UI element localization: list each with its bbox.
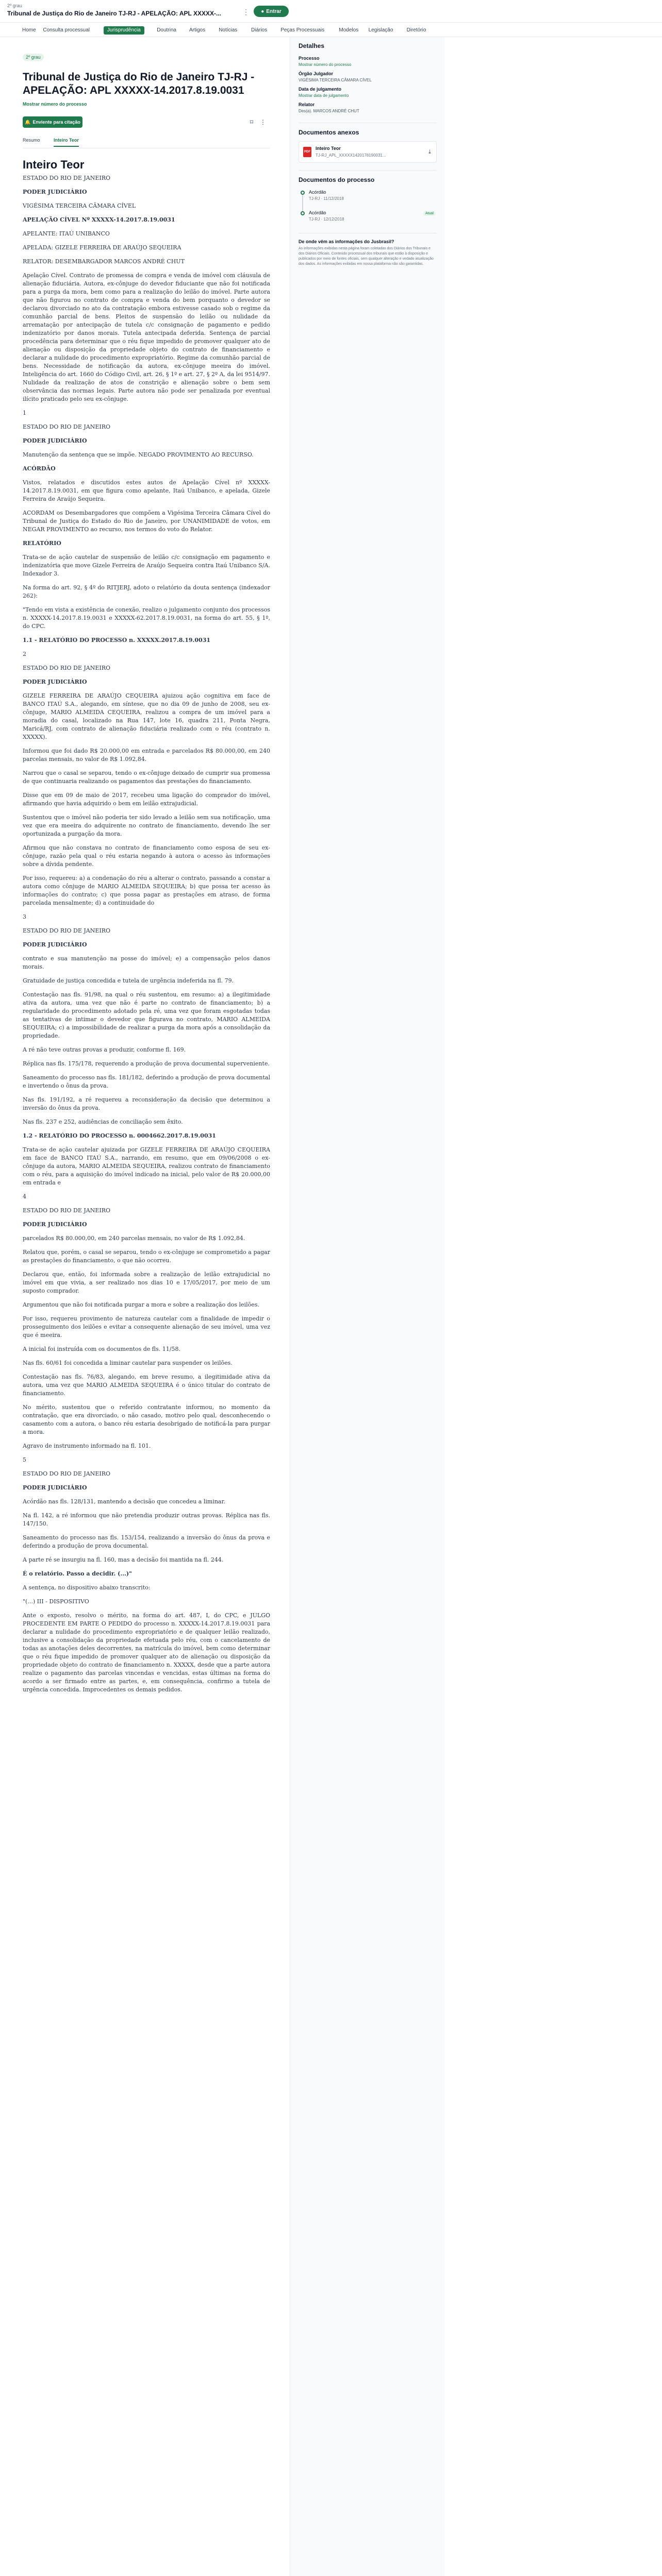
document-paragraph: Gratuidade de justiça concedida e tutela de urgência indeferida na fl. 79.	[23, 977, 234, 984]
page-top-title: Tribunal de Justiça do Rio de Janeiro TJ-RJ - APELAÇÃO: APL XXXXX-...	[7, 10, 221, 17]
timeline-dot	[301, 191, 305, 195]
document-paragraph: APELAÇÃO CÍVEL Nº XXXXX-14.2017.8.19.0031	[23, 216, 175, 223]
document-paragraph: VIGÉSIMA TERCEIRA CÂMARA CÍVEL	[23, 202, 136, 209]
attachment-name: Inteiro Teor	[316, 146, 341, 151]
document-paragraph: Por isso, requereu: a) a condenação do réu a alterar o contrato, passando a constar a autora como cônjuge de MARIO ALMEIDA SEQUEIRA; b) que possa ter acesso às informações do contrato; c) que possa pagar as prestações em atraso, de forma parcelada mensalmente; d) a continuidade do	[23, 875, 270, 906]
more-icon[interactable]: ⋮	[260, 118, 266, 126]
show-process-link[interactable]: Mostrar número do processo	[299, 62, 352, 67]
document-paragraph: ESTADO DO RIO DE JANEIRO	[23, 1207, 111, 1214]
document-paragraph: 1	[23, 410, 26, 416]
document-paragraph: A sentença, no dispositivo abaixo transcrito:	[23, 1584, 151, 1591]
document-paragraph: "(...) III - DISPOSITIVO	[23, 1598, 89, 1605]
download-icon[interactable]: ⤓	[428, 149, 431, 155]
status-badge: 2º grau	[23, 54, 44, 61]
document-paragraph: A parte ré se insurgiu na fl. 160, mas a decisão foi mantida na fl. 244.	[23, 1556, 224, 1563]
document-paragraph: Vistos, relatados e discutidos estes autos de Apelação Cível nº XXXXX-14.2017.8.19.0031, em que figura como apelante, Itaú Unibanco, e apelada, Gizele Ferreira de Araújo Sequeira.	[23, 479, 270, 502]
document-paragraph: Informou que foi dado R$ 20.000,00 em entrada e parcelados R$ 80.000,00, em 240 parcelas mensais, no valor de R$ 1.092,84.	[23, 748, 270, 762]
document-paragraph: APELADA: GIZELE FERREIRA DE ARAÚJO SEQUEIRA	[23, 244, 181, 251]
document-paragraph: Ante o exposto, resolvo o mérito, na forma do art. 487, I, do CPC, e JULGO PROCEDENTE EM PARTE O PEDIDO do processo n. XXXXX-14.2017.8.19.0031 para declarar a nulidade do procedimento expropriatório e de qualquer leilão realizado, inclusive a consolidação da propriedade efetuada pelo réu, com o cancelamento de todas as anotações deles decorrentes, na matrícula do imóvel, bem como determinar que o réu fique impedido de promover qualquer ato de alienação ou disposição da propriedade objeto do contrato de financiamento n. XXXXX, desde que a parte autora realize o pagamento das parcelas vincendas e vencidas, estas últimas na forma do acordo a ser firmado entre as partes, e, em consequência, confirmo a tutela de urgência concedida. Improcedentes os demais pedidos.	[23, 1612, 270, 1693]
document-paragraph: parcelados R$ 80.000,00, em 240 parcelas mensais, no valor de R$ 1.092,84.	[23, 1235, 245, 1242]
login-label: Entrar	[266, 8, 282, 14]
document-paragraph: PODER JUDICIÁRIO	[23, 437, 87, 444]
attachment-card[interactable]	[299, 141, 437, 163]
help-heading: De onde vêm as informações do Jusbrasil?	[299, 239, 394, 244]
document-paragraph: ESTADO DO RIO DE JANEIRO	[23, 175, 111, 181]
document-paragraph: ESTADO DO RIO DE JANEIRO	[23, 1470, 111, 1477]
show-date-link[interactable]: Mostrar data de julgamento	[299, 93, 349, 98]
nav-item[interactable]: Notícias	[219, 27, 238, 33]
document-paragraph: Nas fls. 60/61 foi concedida a liminar cautelar para suspender os leilões.	[23, 1360, 233, 1366]
document-paragraph: RELATOR: DESEMBARGADOR MARCOS ANDRÉ CHUT	[23, 258, 185, 265]
document-paragraph: Réplica nas fls. 175/178, requerendo a produção de prova documental superveniente.	[23, 1060, 270, 1067]
user-icon: ●	[261, 8, 264, 14]
document-paragraph: Agravo de instrumento informado na fl. 101.	[23, 1443, 151, 1449]
document-paragraph: ACORDAM os Desembargadores que compõem a Vigésima Terceira Câmara Cível do Tribunal de Justiça do Estado do Rio de Janeiro, por UNANIMIDADE de votos, em NEGAR PROVIMENTO ao recurso, nos termos do voto do Relator.	[23, 510, 270, 533]
document-paragraph: APELANTE: ITAÚ UNIBANCO	[23, 230, 110, 237]
document-paragraph: Saneamento do processo nas fls. 181/182, deferindo a produção de prova documental e invertendo o ônus da prova.	[23, 1074, 270, 1089]
document-paragraph: 4	[23, 1193, 26, 1200]
document-paragraph: 3	[23, 913, 26, 920]
content-tabs	[23, 136, 270, 148]
page-title: Tribunal de Justiça do Rio de Janeiro TJ-RJ - APELAÇÃO: APL XXXXX-14.2017.8.19.0031	[23, 71, 255, 96]
citation-alert-label: Enviente para citação	[32, 120, 80, 125]
bookmark-icon[interactable]: ⌑	[250, 118, 254, 126]
document-paragraph: Trata-se de ação cautelar ajuizada por GIZELE FERREIRA DE ARAÚJO CEQUEIRA em face de BANCO ITAÚ S.A., narrando, em resumo, que em 09/06/2008 o ex-cônjuge da autora, MARIO ALMEIDA SEQUEIRA, realizou contrato de financiamento com o réu, para a aquisição do imóvel indicado na inicial, pelo valor de R$ 20.000,00 em entrada e	[23, 1146, 270, 1186]
document-paragraph: Saneamento do processo nas fls. 153/154, realizando a inversão do ônus da prova e deferindo a produção de prova documental.	[23, 1534, 270, 1549]
document-paragraph: 2	[23, 651, 26, 657]
divider	[299, 170, 437, 171]
current-badge: Atual	[423, 211, 436, 216]
nav-item[interactable]: Peças Processuais	[280, 27, 325, 33]
bell-icon: 🔔	[25, 119, 31, 125]
document-paragraph: Nas fls. 191/192, a ré requereu a reconsideração da decisão que determinou a inversão do ônus da prova.	[23, 1096, 270, 1111]
rapporteur-value: Des(a). MARCOS ANDRÉ CHUT	[299, 109, 359, 113]
process-documents-heading: Documentos do processo	[299, 176, 375, 183]
document-paragraph: PODER JUDICIÁRIO	[23, 1484, 87, 1491]
document-paragraph: 1.1 - RELATÓRIO DO PROCESSO n. XXXXX.2017.8.19.0031	[23, 637, 211, 643]
nav-item[interactable]: Doutrina	[157, 27, 176, 33]
main-nav	[0, 24, 662, 37]
document-paragraph: Contestação nas fls. 76/83, alegando, em breve resumo, a ilegitimidade ativa da autora, uma vez que MARIO ALMEIDA SEQUEIRA é o único titular do contrato de financiamento.	[23, 1374, 270, 1397]
document-paragraph: contrato e sua manutenção na posse do imóvel; e) a compensação pelos danos morais.	[23, 955, 270, 970]
tab-resumo[interactable]: Resumo	[23, 138, 40, 143]
document-paragraph: A inicial foi instruída com os documentos de fls. 11/58.	[23, 1346, 180, 1352]
document-paragraph: ESTADO DO RIO DE JANEIRO	[23, 423, 111, 430]
document-paragraph: ESTADO DO RIO DE JANEIRO	[23, 665, 111, 671]
document-paragraph: Declarou que, então, foi informada sobre a realização de leilão extrajudicial no imóvel em que vivia, a ser realizado nos dias 10 e 17/05/2017, por meio de um suposto comprador.	[23, 1271, 270, 1294]
help-text: As informações exibidas nesta página foram coletadas dos Diários dos Tribunais e dos Diários Oficiais. Conteúdo processual dos tribunais que estão à disposição e publicados por meio de fontes oficiais, sem qualquer alteração e vedado atualização dos dados. As informações exibidas em nossa plataforma não são garantidas.	[299, 247, 434, 266]
top-bar	[0, 0, 662, 23]
nav-item[interactable]: Modelos	[339, 27, 359, 33]
document-paragraph: PODER JUDICIÁRIO	[23, 679, 87, 685]
document-paragraph: Relatou que, porém, o casal se separou, tendo o ex-cônjuge se comprometido a pagar as prestações do financiamento, o que não ocorreu.	[23, 1249, 270, 1264]
court-body-value: VIGÉSIMA TERCEIRA CÂMARA CÍVEL	[299, 78, 372, 82]
document-paragraph: Narrou que o casal se separou, tendo o ex-cônjuge deixado de cumprir sua promessa de que continuaria realizando os pagamentos das prestações do financiamento.	[23, 770, 270, 785]
details-heading: Detalhes	[299, 42, 325, 49]
document-paragraph: Trata-se de ação cautelar de suspensão de leilão c/c consignação em pagamento e indenizatória que move Gizele Ferreira de Araújo Sequeira contra Itaú Unibanco S/A. Indexador 3.	[23, 554, 270, 577]
nav-item[interactable]: Diretório	[406, 27, 426, 33]
document-paragraph: No mérito, sustentou que o referido contratante informou, no momento da contratação, que era divorciado, o não casado, motivo pelo qual, desconhecendo o casamento com a autora, o banco réu estaria desobrigado de notificá-la para purgar a mora.	[23, 1404, 270, 1435]
timeline-item-sub: TJ-RJ · 11/12/2018	[309, 196, 344, 201]
document-paragraph: Disse que em 09 de maio de 2017, recebeu uma ligação do comprador do imóvel, afirmando que havia adquirido o bem em leilão extrajudicial.	[23, 792, 270, 807]
document-paragraph: Manutenção da sentença que se impõe. NEGADO PROVIMENTO AO RECURSO.	[23, 451, 254, 458]
timeline-item-sub: TJ-RJ · 12/12/2018	[309, 217, 344, 222]
document-paragraph: Apelação Cível. Contrato de promessa de compra e venda de imóvel com cláusula de alienação fiduciária. Autora, ex-cônjuge do devedor fiduciante que não foi notificada para a purga da mora, bem como para a realização do leilão do imóvel. Parte autora que não figurou no contrato de compra e venda do bem porquanto o devedor se declarou divorciado no ato da contratação embora estivesse casado sob o regime da comunhão parcial de bens. Pleitos de suspensão do leilão ou nulidade da arrematação por antecipação de tutela c/c consignação de pagamento e pedido indenizatório por danos morais. Tutela antecipada deferida. Sentença de parcial procedência para determinar que o réu fique impedido de promover qualquer ato de alienação ou disposição da propriedade objeto do contrato de financiamento e declarar a nulidade do procedimento expropriatório. Regime da comunhão parcial de bens. Necessidade de notificação da autora, ex-cônjuge meeira do imóvel. Inteligência do art. 1660 do Código Civil, art. 26, § 1º e art. 27, § 2º A, da lei 9514/97. Nulidade da realização de atos de constrição e alienação sobre o bem sem observância das normas legais. Parte autora não pode ser penalizada por eventual ilícito praticado pelo seu ex-cônjuge.	[23, 272, 270, 402]
document-paragraph: GIZELE FERREIRA DE ARAÚJO CEQUEIRA ajuizou ação cognitiva em face de BANCO ITAÚ S.A., alegando, em síntese, que no dia 09 de junho de 2008, seu ex-cônjuge, MARIO ALMEIDA CEQUEIRA, realizou a compra de um imóvel para a moradia do casal, localizado na Rua 147, lote 16, quadra 211, Ponta Negra, Maricá/RJ, com contrato de alienação fiduciária realizado com o réu (contrato n. XXXXX).	[23, 692, 270, 740]
document-paragraph: ACÓRDÃO	[23, 465, 56, 472]
document-paragraph: PODER JUDICIÁRIO	[23, 941, 87, 948]
document-paragraph: 1.2 - RELATÓRIO DO PROCESSO n. 0004662.2017.8.19.0031	[23, 1132, 216, 1139]
process-label: Processo	[299, 56, 320, 61]
document-heading: Inteiro Teor	[23, 158, 85, 171]
document-paragraph: Afirmou que não constava no contrato de financiamento como esposa de seu ex-cônjuge, razão pela qual o réu estaria negando à autora o acesso às informações sobre a dívida pendente.	[23, 844, 270, 868]
document-paragraph: Argumentou que não foi notificada purgar a mora e sobre a realização dos leilões.	[23, 1301, 259, 1308]
pdf-icon: PDF	[303, 147, 311, 157]
nav-item[interactable]: Artigos	[189, 27, 206, 33]
tab-inteiro-teor[interactable]: Inteiro Teor	[54, 138, 79, 147]
attachments-heading: Documentos anexos	[299, 129, 359, 136]
document-paragraph: Acórdão nas fls. 128/131, mantendo a decisão que concedeu a liminar.	[23, 1498, 226, 1505]
court-body-label: Órgão Julgador	[299, 71, 334, 76]
timeline-line	[302, 195, 303, 211]
document-paragraph: Nas fls. 237 e 252, audiências de conciliação sem êxito.	[23, 1118, 183, 1125]
nav-item[interactable]: Legislação	[368, 27, 393, 33]
document-paragraph: A ré não teve outras provas a produzir, conforme fl. 169.	[23, 1046, 186, 1053]
judgment-date-label: Data de julgamento	[299, 87, 342, 92]
document-body	[23, 158, 270, 1700]
sidebar	[290, 37, 444, 2576]
document-paragraph: Por isso, requereu provimento de natureza cautelar com a finalidade de impedir o prosseguimento dos leilões e evitar a consequente alienação de seu imóvel, uma vez que é meeira.	[23, 1315, 270, 1338]
document-paragraph: Na fl. 142, a ré informou que não pretendia produzir outras provas. Réplica nas fls. 147/150.	[23, 1512, 270, 1527]
document-paragraph: "Tendo em vista a existência de conexão, realizo o julgamento conjunto dos processos n. XXXXX-14.2017.8.19.0031 e XXXXX-62.2017.8.19.0031, na forma do art. 55, § 1º, do CPC.	[23, 606, 270, 630]
document-paragraph: É o relatório. Passo a decidir. (...)"	[23, 1570, 132, 1577]
timeline-item-title[interactable]: Acórdão	[309, 210, 326, 215]
document-paragraph: Sustentou que o imóvel não poderia ter sido levado a leilão sem sua notificação, uma vez que era meeira do adquirente no contrato de financiamento, devendo lhe ser oportunizada a purgação da mora.	[23, 814, 270, 837]
nav-item[interactable]: Consulta processual	[43, 27, 90, 33]
login-button[interactable]	[254, 6, 289, 17]
document-paragraph: 5	[23, 1456, 26, 1463]
document-paragraph: Contestação nas fls. 91/98, na qual o réu sustentou, em resumo: a) a ilegitimidade ativa da autora, uma vez que não é parte no contrato de financiamento; b) a regularidade do procedimento adotado pela ré, uma vez que foram esgotadas todas as tentativas de intimar o devedor que figurava no contrato, MARIO ALMEIDA SEQUEIRA; c) a impossibilidade de realizar a purga da mora após a consolidação da propriedade.	[23, 991, 270, 1039]
citation-alert-button[interactable]	[23, 116, 82, 128]
attachment-filename: TJ-RJ_APL_XXXXX1420178190031...	[316, 153, 386, 158]
timeline-dot	[301, 211, 305, 215]
document-paragraph: RELATÓRIO	[23, 540, 61, 547]
timeline-item-title[interactable]: Acórdão	[309, 190, 326, 195]
document-paragraph: PODER JUDICIÁRIO	[23, 1221, 87, 1228]
court-grade: 2º grau	[7, 3, 22, 8]
nav-item[interactable]: Diários	[251, 27, 268, 33]
nav-item[interactable]: Home	[22, 27, 36, 33]
nav-item[interactable]: Jurisprudência	[104, 26, 144, 35]
more-icon[interactable]: ⋮	[242, 8, 250, 16]
show-process-number-link[interactable]: Mostrar número do processo	[23, 101, 87, 107]
document-paragraph: ESTADO DO RIO DE JANEIRO	[23, 927, 111, 934]
rapporteur-label: Relator	[299, 102, 315, 107]
document-paragraph: Na forma do art. 92, § 4º do RITJERJ, adoto o relatório da douta sentença (indexador 262):	[23, 584, 270, 599]
document-paragraph: PODER JUDICIÁRIO	[23, 189, 87, 195]
